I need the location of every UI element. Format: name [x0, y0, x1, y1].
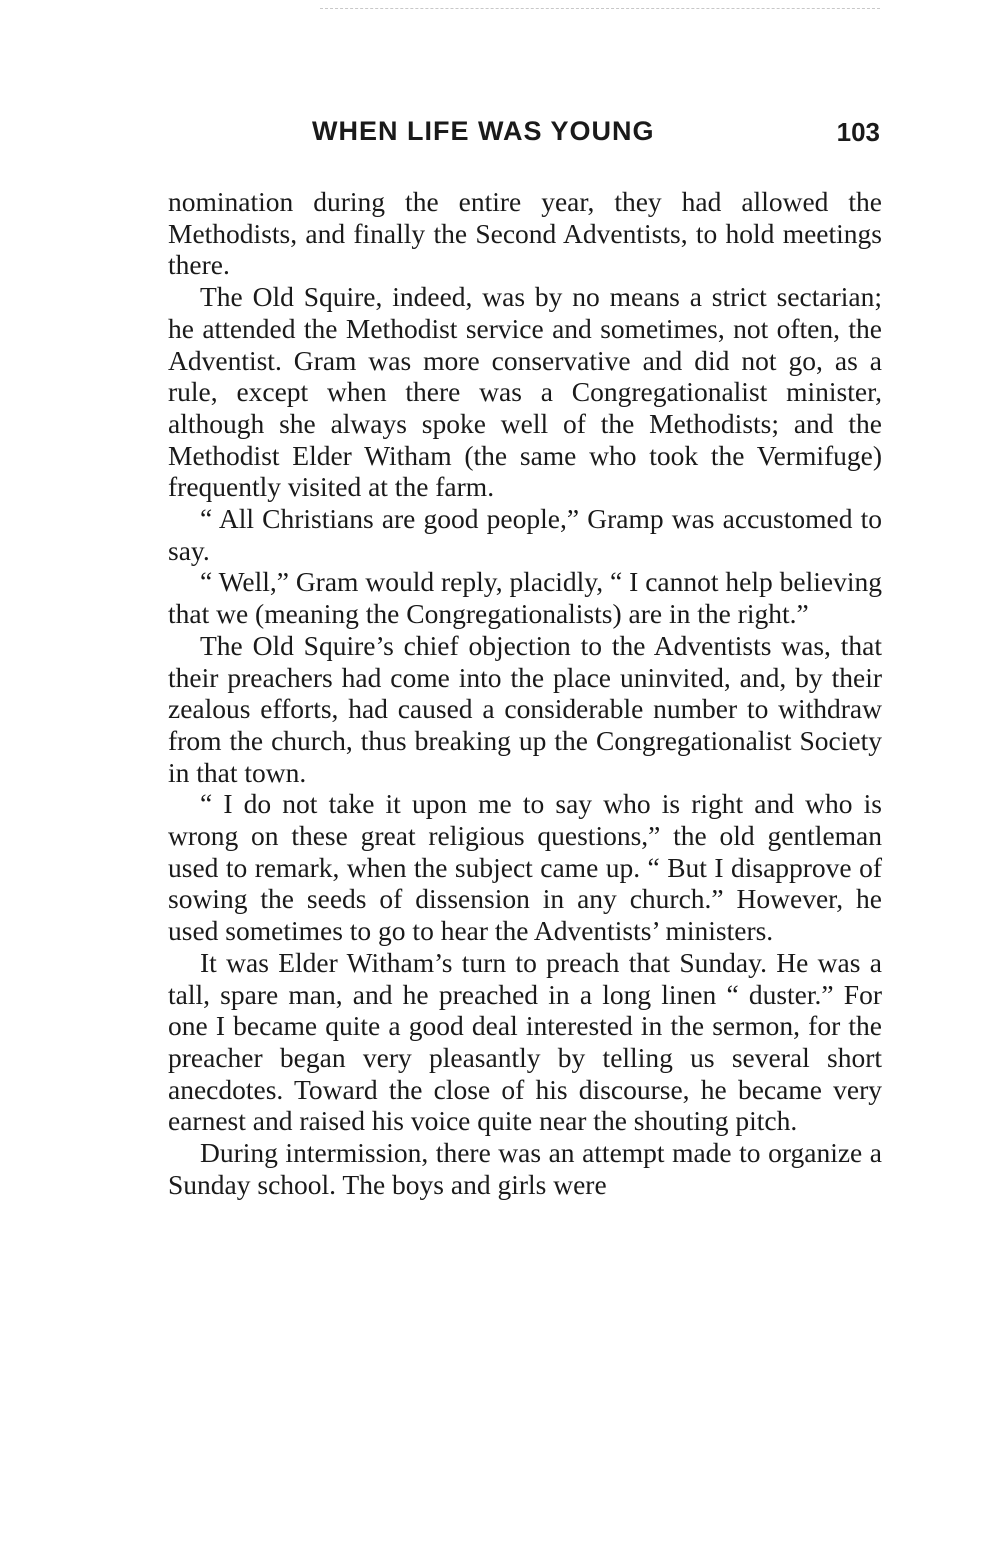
paragraph: “ I do not take it upon me to say who is right and who is wrong on these great religious questions,” the old gentleman used to remark, when the subject came up. “ But I disapprove of sowing the seeds of dissension in any church.” However, he used sometimes to go to hear the Adventists’ ministers.: [168, 788, 882, 947]
running-head: [168, 112, 882, 156]
running-title: WHEN LIFE WAS YOUNG: [312, 116, 655, 146]
scan-artifact-marks: [320, 8, 880, 13]
paragraph: “ All Christians are good people,” Gramp was accustomed to say.: [168, 503, 882, 566]
paragraph: It was Elder Witham’s turn to preach that Sunday. He was a tall, spare man, and he preached in a long linen “ duster.” For one I became quite a good deal interested in the sermon, for the preacher began very pleasantly by telling us several short anecdotes. Toward the close of his discourse, he became very earnest and raised his voice quite near the shouting pitch.: [168, 946, 882, 1137]
paragraph: “ Well,” Gram would reply, placidly, “ I cannot help believing that we (meaning the Congregationalists) are in the right.”: [168, 566, 882, 630]
paragraph: During intermission, there was an attempt made to organize a Sunday school. The boys and girls were: [168, 1137, 882, 1200]
paragraph: The Old Squire, indeed, was by no means a strict sectarian; he attended the Methodist service and sometimes, not often, the Adventist. Gram was more conservative and did not go, as a rule, except when there was a Congregationalist minister, although she always spoke well of the Methodists; and the Methodist Elder Witham (the same who took the Vermifuge) frequently visited at the farm.: [168, 281, 882, 503]
body-text: [168, 186, 882, 1201]
paragraph: nomination during the entire year, they had allowed the Methodists, and finally the Second Adventists, to hold meetings there.: [168, 186, 882, 281]
paragraph: The Old Squire’s chief objection to the Adventists was, that their preachers had come into the place uninvited, and, by their zealous efforts, had caused a considerable number to withdraw from the church, thus breaking up the Congregationalist Society in that town.: [168, 629, 882, 788]
page-number: 103: [836, 117, 880, 147]
